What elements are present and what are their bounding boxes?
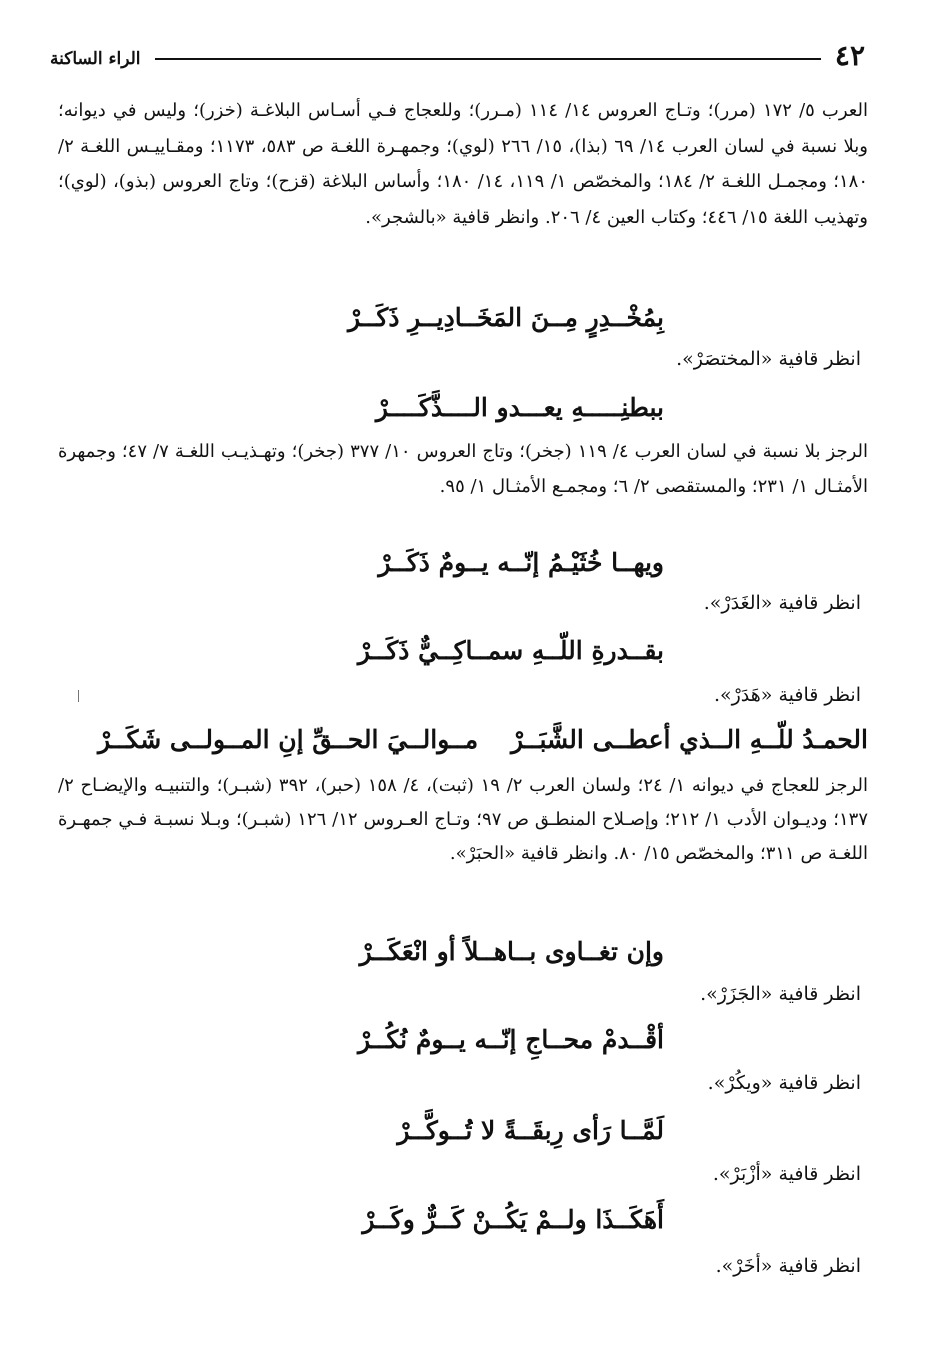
verse-line: ببطنِـــــهِ يعـــدو الــــذَّكَــــرْ: [375, 393, 664, 422]
see-rhyme-note: انظر قافية «أخَرْ».: [715, 1255, 861, 1277]
see-rhyme-note: انظر قافية «الغَدَرْ».: [703, 592, 861, 614]
citation-paragraph: الرجز بلا نسبة في لسان العرب ٤/ ١١٩ (جخر)؛ وتاج العروس ١٠/ ٣٧٧ (جخر)؛ وتهـذيـب اللغـة ٧/ ٤٧؛ وجمهرة الأمثـال ١/ ٢٣١؛ والمستقصى ٢/ ٦؛ ومجمـع الأمثـال ١/ ٩٥.: [58, 441, 869, 497]
verse-couplet: [58, 725, 868, 754]
margin-mark: [78, 690, 79, 702]
verse-line: وإن تغــاوى بــاهــلاً أو انْعَكَــرْ: [359, 937, 664, 966]
verse-line: أَهَكَــذَا ولــمْ يَكُــنْ كَــرٌّ وكَــرْ: [362, 1205, 664, 1234]
citation-paragraph: الرجز للعجاج في ديوانه ١/ ٢٤؛ ولسان العرب ٢/ ١٩ (ثبت)، ٤/ ١٥٨ (حبر)، ٣٩٢ (شبـر)؛ والتنبيـه والإيضـاح ٢/ ١٣٧؛ وديـوان الأدب ١/ ٢١٢؛ وإصـلاح المنطـق ص ٩٧؛ وتـاج العـروس ١٢/ ١٢٦ (شبـر)؛ وبـلا نسبـة فـي جمهـرة اللغـة ص ٣١١؛ والمخصّص ١٥/ ٨٠. وانظر قافية «الحبَرْ».: [58, 775, 868, 864]
verse-second-hemistich: مــوالــيَ الحــقِّ إنِ المــولــى شَكَــرْ: [98, 725, 479, 754]
see-rhyme-note: انظر قافية «المختصَرْ».: [676, 348, 861, 370]
header-rule: [155, 58, 821, 60]
verse-line: بِمُخْــدِرٍ مِــنَ المَخَــادِيــرِ ذَكَــرْ: [347, 303, 664, 332]
see-rhyme-note: انظر قافية «الجَزَرْ».: [700, 983, 861, 1005]
page-number: ٤٢: [834, 38, 865, 72]
verse-first-hemistich: الحمـدُ للّــهِ الــذي أعطــى الشَّبَــرْ: [511, 725, 868, 754]
see-rhyme-note: انظر قافية «ويكُرْ».: [707, 1072, 861, 1094]
page-header: [50, 30, 865, 80]
see-rhyme-note: انظر قافية «هَدَرْ».: [713, 684, 861, 706]
see-rhyme-note: انظر قافية «أزْبَرْ».: [712, 1163, 861, 1185]
verse-line: لَمَّــا رَأى رِبقَــةً لا تُــوكَّــرْ: [397, 1116, 664, 1145]
citation-paragraph: العرب ٥/ ١٧٢ (مرر)؛ وتـاج العروس ١٤/ ١١٤ (مـرر)؛ وللعجاج فـي أسـاس البلاغـة (خزر)؛ وليس في ديوانه؛ وبلا نسبة في لسان العرب ١٤/ ٦٩ (بذا)، ١٥/ ٢٦٦ (لوي)؛ وجمهـرة اللغـة ص ٥٨٣، ١١٧٣؛ ومقـاييـس اللغـة ٢/ ١٨٠؛ ومجمـل اللغـة ٢/ ١٨٤؛ والمخصّص ١/ ١١٩، ١٤/ ١٨٠؛ وأساس البلاغة (قزح)؛ وتاج العروس (بذو)، (لوي)؛ وتهذيب اللغة ١٥/ ٤٤٦؛ وكتاب العين ٤/ ٢٠٦. وانظر قافية «بالشجر».: [58, 100, 869, 228]
verse-line: أقْــدمْ محــاجِ إنّــه يــومٌ نُكُــرْ: [357, 1025, 664, 1054]
running-title: الراء الساكنة: [50, 49, 141, 69]
verse-line: ويهــا خُثَيْـمُ إنّــه يــومٌ ذَكَــرْ: [378, 548, 664, 577]
verse-line: بقــدرةِ اللّــهِ سمــاكِــيٌّ ذَكَــرْ: [357, 636, 664, 665]
